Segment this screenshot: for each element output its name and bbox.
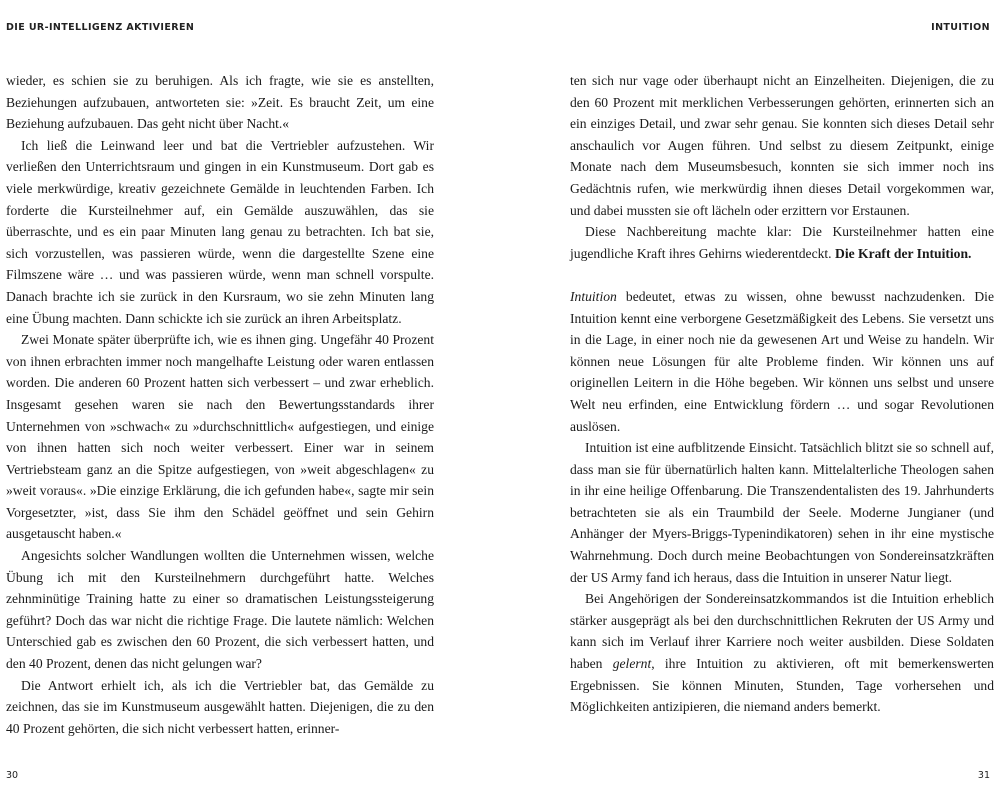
paragraph: Die Antwort erhielt ich, als ich die Vertriebler bat, das Gemälde zu zeichnen, das sie im Kunstmuseum ausgewählt hatten. Diejenigen, die zu den 40 Prozent gehörten, die sich nicht verbessert hatten, erinner- [6, 677, 434, 736]
paragraph [570, 221, 994, 264]
paragraph [570, 286, 994, 437]
paragraph: ten sich nur vage oder überhaupt nicht an Einzelheiten. Diejenigen, die zu den 60 Prozent mit merklichen Verbesserungen gehörten, erinnerten sich an ein einziges Detail, und zwar sehr genau. Sie konnten sich dieses Detail sehr anschaulich vor Augen führen. Und selbst zu diesem Zeitpunkt, einige Monate nach dem Museumsbesuch, konnten sie sich immer noch ins Gedächtnis rufen, wie merkwürdig ihnen dieses Detail vorgekommen war, und dabei mussten sie oft lächeln oder erzittern vor Erstaunen. [570, 73, 994, 218]
italic-term: gelernt [612, 656, 652, 672]
paragraph [570, 588, 994, 718]
left-page-text [6, 70, 434, 739]
paragraph: wieder, es schien sie zu beruhigen. Als ich fragte, wie sie es anstellten, Beziehungen aufzubauen, antworteten sie: »Zeit. Es braucht Zeit, um eine Beziehung aufzubauen. Das geht nicht über Nacht.« [6, 73, 434, 132]
running-head-right: INTUITION [931, 22, 990, 33]
bold-emphasis: Die Kraft der Intuition. [835, 245, 972, 261]
right-page-text [570, 70, 994, 718]
page-number-right: 31 [977, 770, 990, 781]
italic-term: Intuition [570, 288, 617, 304]
paragraph: Ich ließ die Leinwand leer und bat die Vertriebler aufzustehen. Wir verließen den Unterrichtsraum und gingen in ein Kunstmuseum. Dort gab es viele merkwürdige, kreativ gezeichnete Gemälde in leuchtenden Farben. Ich forderte die Kursteilnehmer auf, ein Gemälde auszuwählen, das sie überraschte, und es ein paar Minuten lang genau zu betrachten. Ich bat sie, sich vorzustellen, was passieren würde, wenn die dargestellte Szene eine Filmszene wäre … und was passieren würde, wenn man schnell vorspulte. Danach brachte ich sie zurück in den Kursraum, wo sie zehn Minuten lang eine Übung machten. Dann schickte ich sie zurück an ihren Arbeitsplatz. [6, 137, 434, 326]
paragraph-text: bedeutet, etwas zu wissen, ohne bewusst nachzudenken. Die Intuition kennt eine verborgene Gesetzmäßigkeit des Lebens. Sie versetzt uns in die Lage, in einer noch nie da gewesenen Art und Weise zu handeln. Wir können neue Lösungen für alte Probleme finden. Wir können uns auf originellen Leitern in die Höhe begeben. Wir können uns selbst und unsere Welt neu erfinden, eine Entwicklung fördern … und sogar Revolutionen auslösen. [570, 288, 994, 434]
paragraph: Intuition ist eine aufblitzende Einsicht. Tatsächlich blitzt sie so schnell auf, dass man sie für übernatürlich halten kann. Mittelalterliche Theologen sahen in ihr eine heilige Offenbarung. Die Transzendentalisten des 19. Jahrhunderts betrachteten sie als ein Traumbild der Seele. Moderne Jungianer (und Anhänger der Myers-Briggs-Typenindikatoren) sehen in ihr eine mystische Wahrnehmung. Doch durch meine Beobachtungen von Sondereinsatzkräften der US Army fand ich heraus, dass die Intuition in unserer Natur liegt. [570, 440, 994, 585]
paragraph-text: Bei Angehörigen der Sondereinsatzkommandos ist die Intuition erheblich stärker ausgeprägt als bei den durchschnittlichen Rekruten der US Army und kann sich im Verlauf ihrer Karriere noch weiter ausbilden. Diese Soldaten haben [570, 591, 994, 672]
paragraph-text: , ihre Intuition zu aktivieren, oft mit bemerkenswerten Ergebnissen. Sie können Minuten, Stunden, Tage vorhersehen und Möglichkeiten antizipieren, die niemand anders bemerkt. [570, 656, 994, 715]
paragraph: Angesichts solcher Wandlungen wollten die Unternehmen wissen, welche Übung ich mit den Kursteilnehmern durchgeführt hatte. Welches zehnminütige Training hatte zu einer so dramatischen Leistungssteigerung geführt? Doch das war nicht die richtige Frage. Die lautete nämlich: Welchen Unterschied gab es zwischen den 60 Prozent, die sich verbessert hatten, und den 40 Prozent, denen das nicht gelungen war? [6, 548, 434, 672]
right-page [500, 0, 1000, 800]
paragraph: Zwei Monate später überprüfte ich, wie es ihnen ging. Ungefähr 40 Prozent von ihnen erbrachten immer noch mangelhafte Leistung oder waren entlassen worden. Die anderen 60 Prozent hatten sich verbessert – und zwar erheblich. Insgesamt gesehen waren sie nach den Bewertungsstandards ihrer Unternehmen von »schwach« zu »durchschnittlich« aufgestiegen, und einige von ihnen hatten sich noch weiter verbessert. Einer war in seinem Vertriebsteam ganz an die Spitze aufgestiegen, von »weit abgeschlagen« zu »weit voraus«. »Die einzige Erklärung, die ich gefunden habe«, sagte mir sein Vorgesetzter, »ist, dass Sie ihm den Schädel geöffnet und sein Gehirn ausgetauscht haben.« [6, 332, 434, 542]
running-head-left: DIE UR-INTELLIGENZ AKTIVIEREN [6, 22, 195, 33]
page-number-left: 30 [6, 770, 19, 781]
paragraph-text: Diese Nachbereitung machte klar: Die Kursteilnehmer hatten eine jugendliche Kraft ihres Gehirns wiederentdeckt. [570, 224, 994, 261]
